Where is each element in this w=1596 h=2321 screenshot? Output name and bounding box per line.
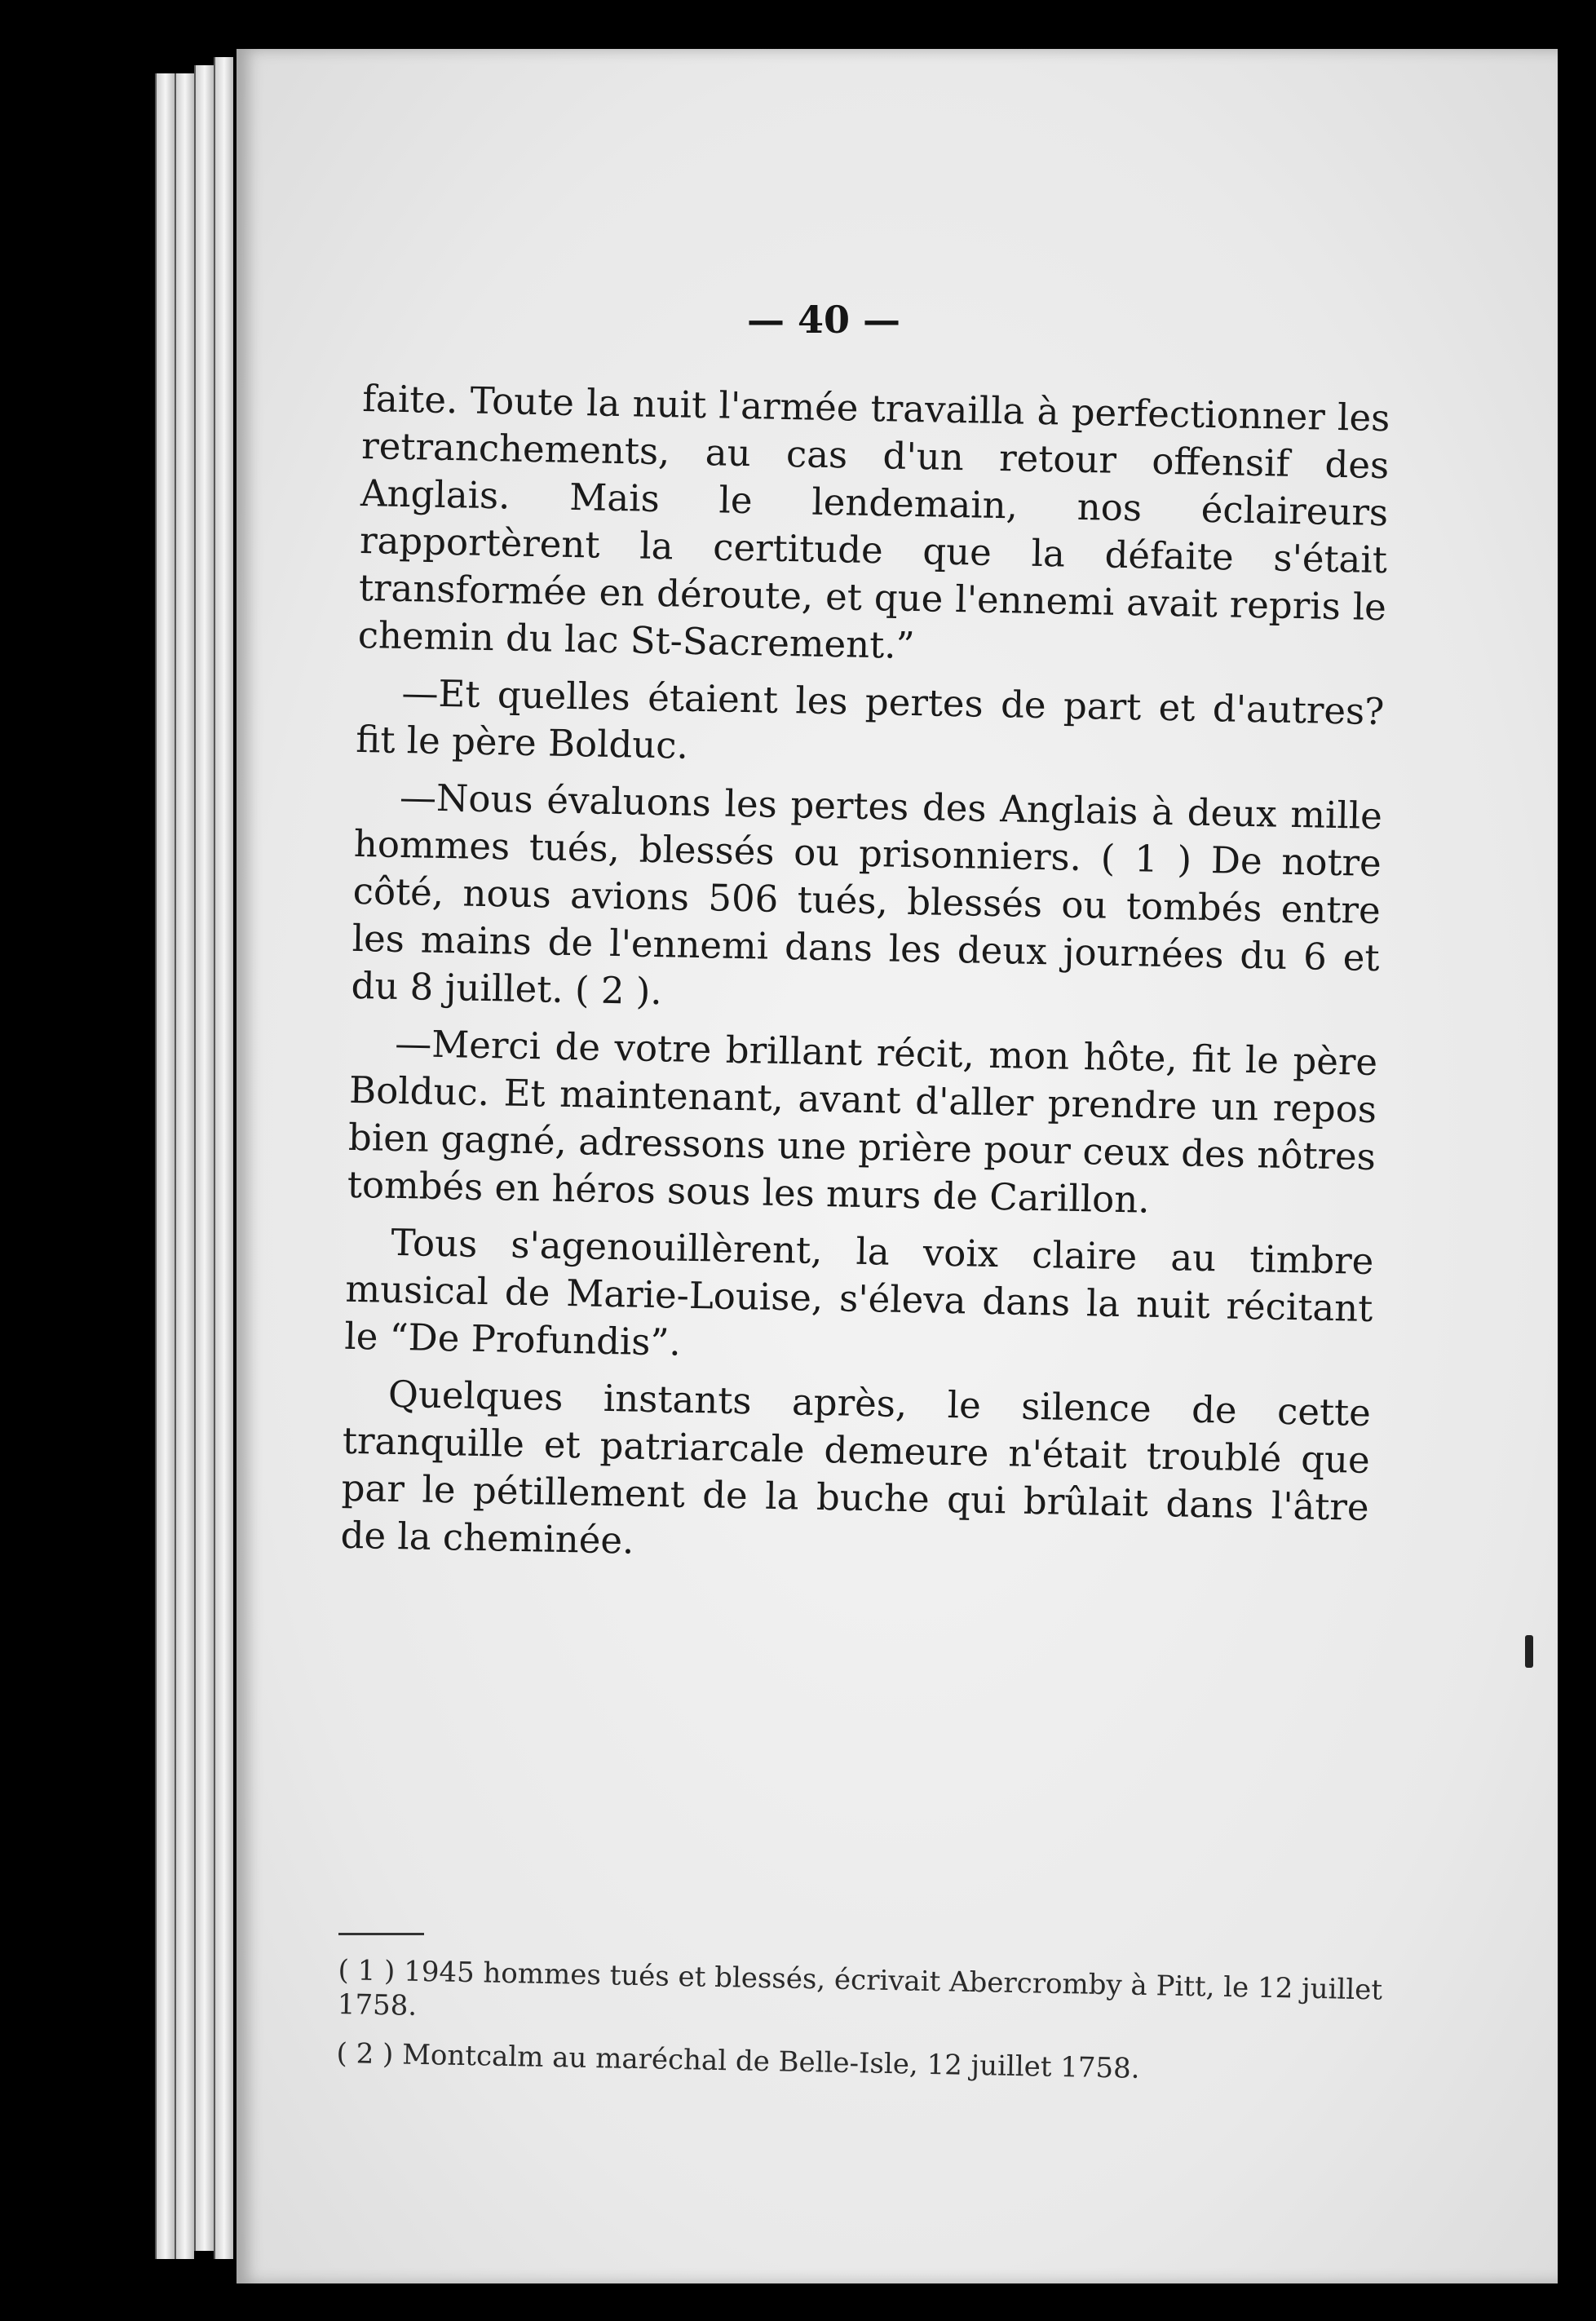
footnote: ( 1 ) 1945 hommes tués et blessés, écrivait Abercromby à Pitt, le 12 juillet 1758. bbox=[337, 1953, 1383, 2023]
paragraph: —Nous évaluons les pertes des Anglais à deux mille hommes tués, blessés ou prisonniers. ( 1 ) De notre côté, nous avions 506 tués, blessés ou tombés entre les mains de l'ennemi dans les deux journées du 6 et du 8 juillet. ( 2 ). bbox=[351, 775, 1383, 1014]
footnote-rule bbox=[338, 1933, 424, 1935]
page-edge bbox=[175, 73, 194, 2259]
page-number: — 40 — bbox=[746, 298, 901, 342]
paragraph: —Merci de votre brillant récit, mon hôte, fit le père Bolduc. Et maintenant, avant d'aller prendre un repos bien gagné, adressons une prière pour ceux des nôtres tombés en héros sous les murs de Carillon. bbox=[347, 1021, 1378, 1222]
paragraph: faite. Toute la nuit l'armée travailla à perfectionner les retranchements, au cas d'un retour offensif des Anglais. Mais le lendemain, nos éclaireurs rapportèrent la certitude que la défaite s'était transformée en déroute, et que l'ennemi avait repris le chemin du lac St-Sacrement.” bbox=[357, 376, 1390, 668]
paragraph: Quelques instants après, le silence de cette tranquille et patriarcale demeure n'était troublé que par le pétillement de la buche qui brûlait dans l'âtre de la cheminée. bbox=[340, 1372, 1372, 1563]
footnotes bbox=[336, 1953, 1407, 2106]
body-text bbox=[340, 375, 1390, 1589]
book-page bbox=[237, 49, 1558, 2283]
page-edge bbox=[214, 57, 233, 2259]
ink-mark bbox=[1525, 1635, 1533, 1668]
page-edge bbox=[194, 65, 214, 2251]
footnote: ( 2 ) Montcalm au maréchal de Belle-Isle, 12 juillet 1758. bbox=[336, 2036, 1140, 2085]
paragraph: Tous s'agenouillèrent, la voix claire au timbre musical de Marie-Louise, s'éleva dans la nuit récitant le “De Profundis”. bbox=[343, 1220, 1374, 1364]
paragraph: —Et quelles étaient les pertes de part et d'autres? fit le père Bolduc. bbox=[355, 670, 1385, 767]
page-edge bbox=[155, 73, 175, 2259]
